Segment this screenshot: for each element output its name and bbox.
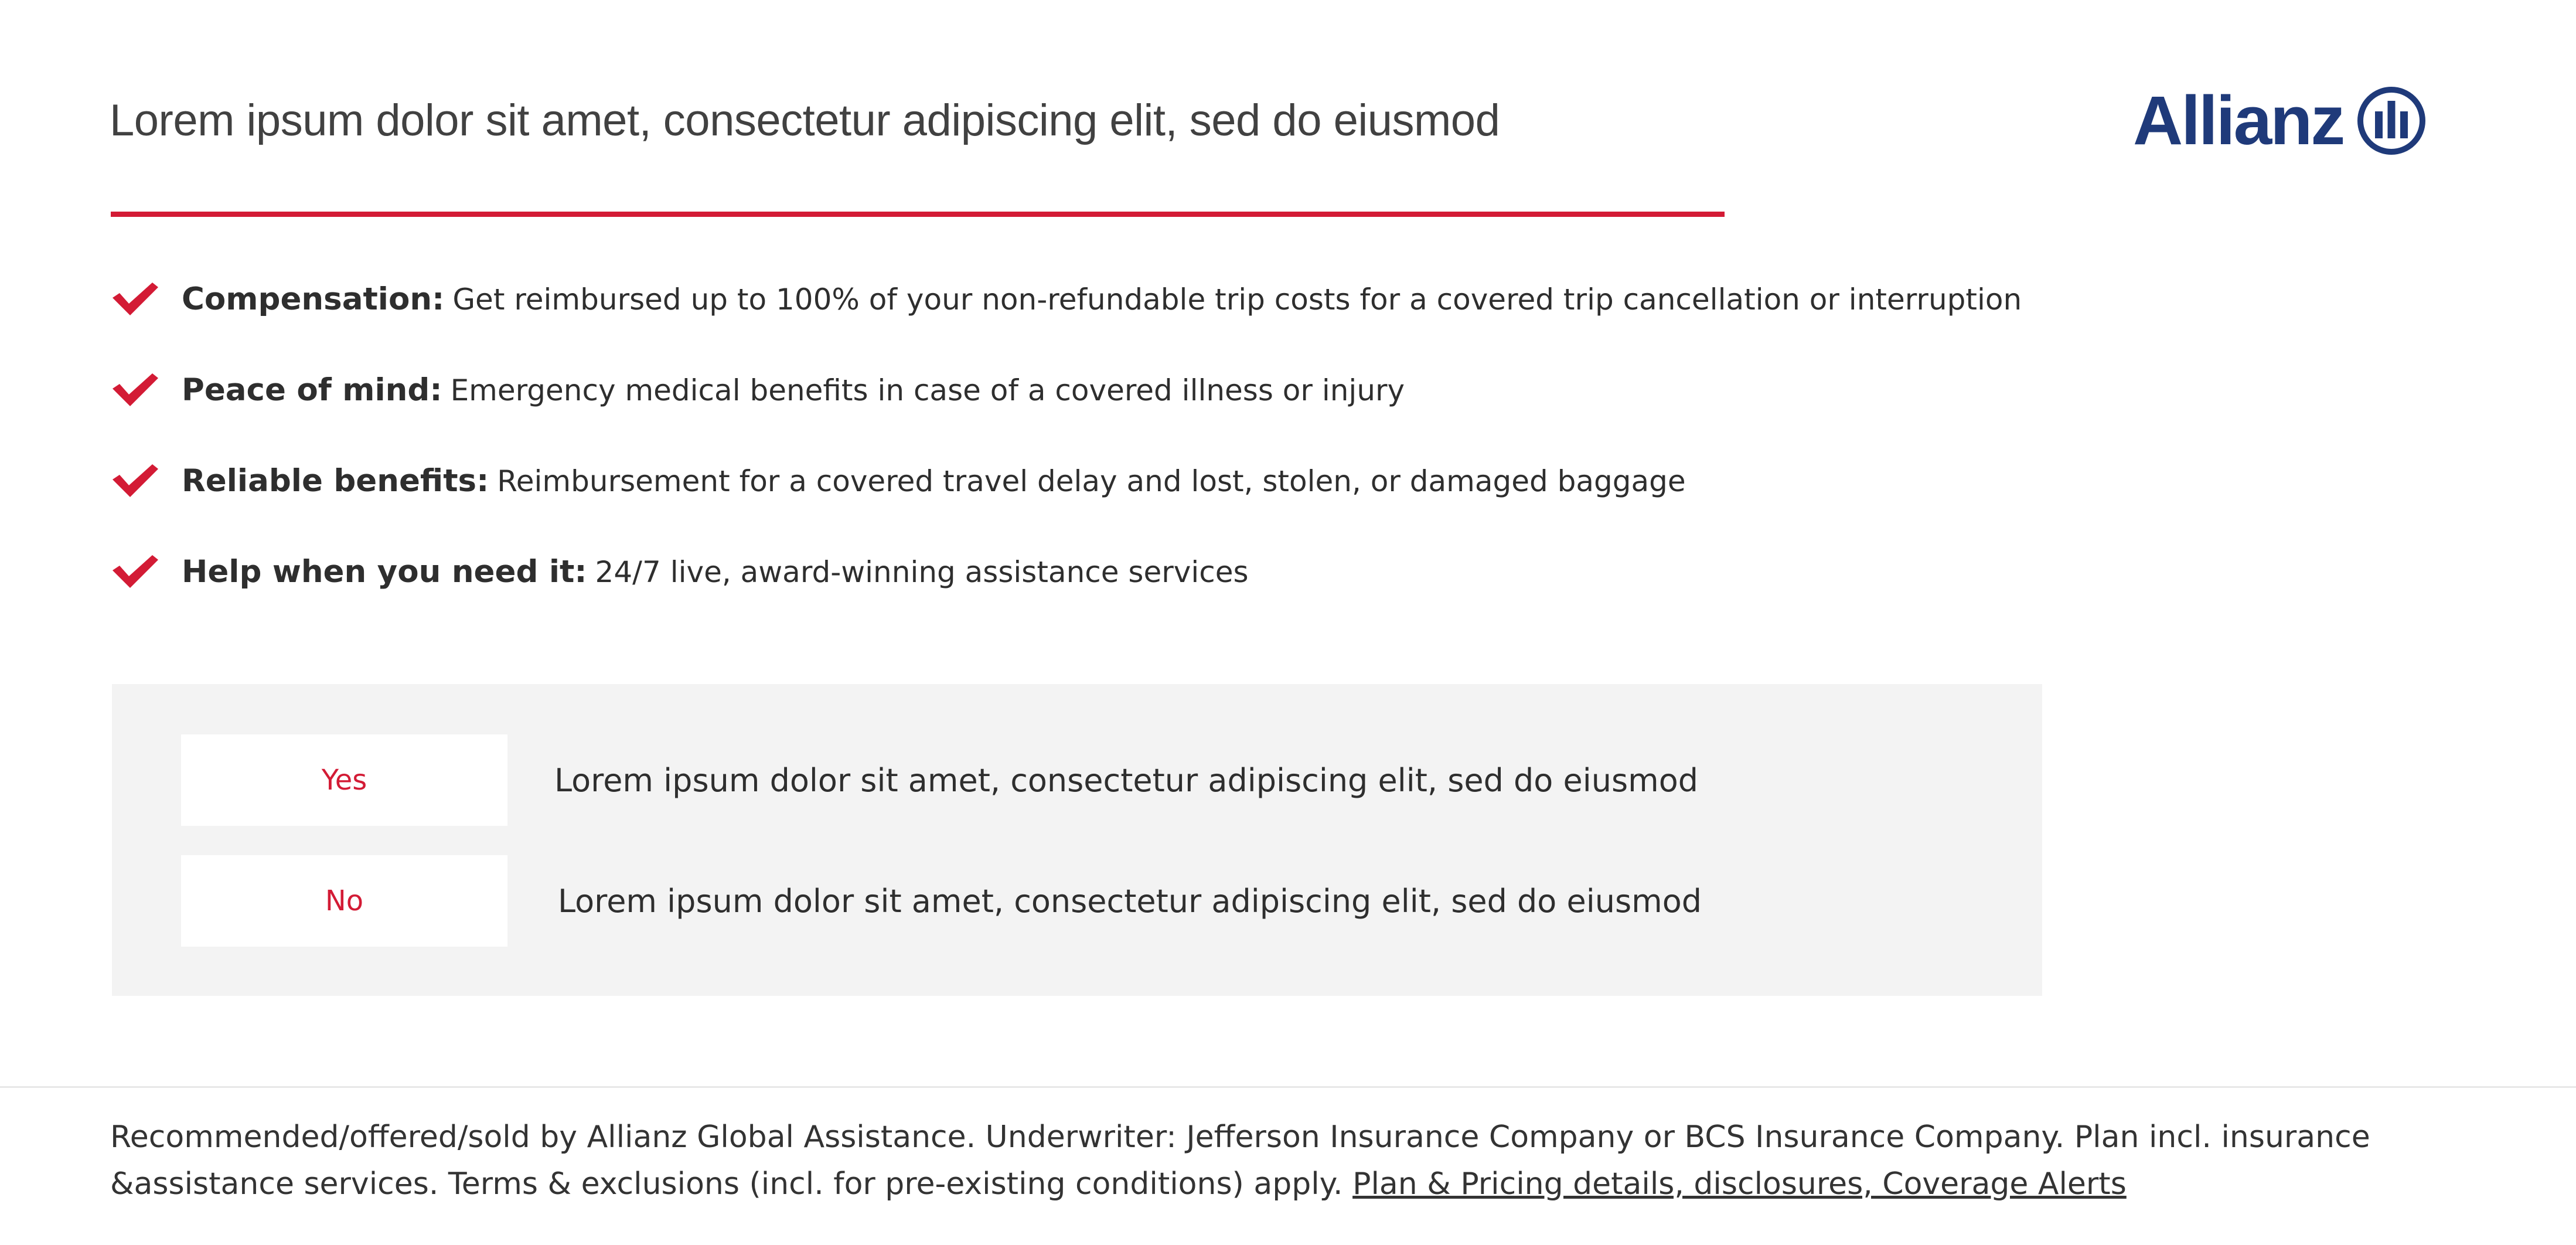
benefit-title: Help when you need it: <box>182 553 587 590</box>
logo-wordmark: Allianz <box>2133 82 2344 159</box>
benefit-item <box>111 543 2022 600</box>
option-description: Lorem ipsum dolor sit amet, consectetur adipiscing elit, sed do eiusmod <box>554 761 1699 799</box>
allianz-eagle-icon <box>2356 86 2427 156</box>
allianz-logo <box>2133 82 2427 159</box>
footer-divider <box>0 1086 2576 1088</box>
plan-details-link[interactable]: Plan & Pricing details, disclosures, Coverage Alerts <box>1352 1166 2127 1202</box>
benefit-item <box>111 362 2022 418</box>
option-description: Lorem ipsum dolor sit amet, consectetur adipiscing elit, sed do eiusmod <box>558 882 1702 920</box>
title-underline <box>111 212 1725 217</box>
benefit-title: Compensation: <box>182 281 445 317</box>
check-icon <box>111 462 159 499</box>
option-row-no <box>181 855 1702 947</box>
benefit-description: Reimbursement for a covered travel delay and lost, stolen, or damaged baggage <box>497 464 1686 498</box>
coverage-choice-panel <box>112 684 2042 996</box>
benefit-description: Emergency medical benefits in case of a covered illness or injury <box>450 373 1405 407</box>
check-icon <box>111 371 159 409</box>
yes-button[interactable]: Yes <box>181 734 507 826</box>
benefit-text <box>182 372 1405 408</box>
option-row-yes <box>181 734 1698 826</box>
check-icon <box>111 280 159 318</box>
benefit-description: 24/7 live, award-winning assistance services <box>595 555 1249 589</box>
no-button[interactable]: No <box>181 855 507 947</box>
disclaimer-text: Recommended/offered/sold by Allianz Global Assistance. Underwriter: Jefferson Insurance Company or BCS Insurance Company. Plan incl. insurance &assistance services. Terms & exclusions (incl. for pre-existing conditions) apply. <box>110 1120 2370 1202</box>
benefit-description: Get reimbursed up to 100% of your non-refundable trip costs for a covered trip cancellation or interruption <box>452 282 2022 317</box>
benefits-list <box>111 271 2022 634</box>
footer-disclaimer <box>110 1114 2536 1207</box>
benefit-text <box>182 281 2022 317</box>
check-icon <box>111 553 159 590</box>
benefit-title: Peace of mind: <box>182 372 442 408</box>
page-title: Lorem ipsum dolor sit amet, consectetur adipiscing elit, sed do eiusmod <box>110 96 1500 145</box>
benefit-text <box>182 463 1686 499</box>
benefit-item <box>111 453 2022 509</box>
benefit-text <box>182 554 1249 590</box>
benefit-item <box>111 271 2022 327</box>
benefit-title: Reliable benefits: <box>182 462 489 499</box>
